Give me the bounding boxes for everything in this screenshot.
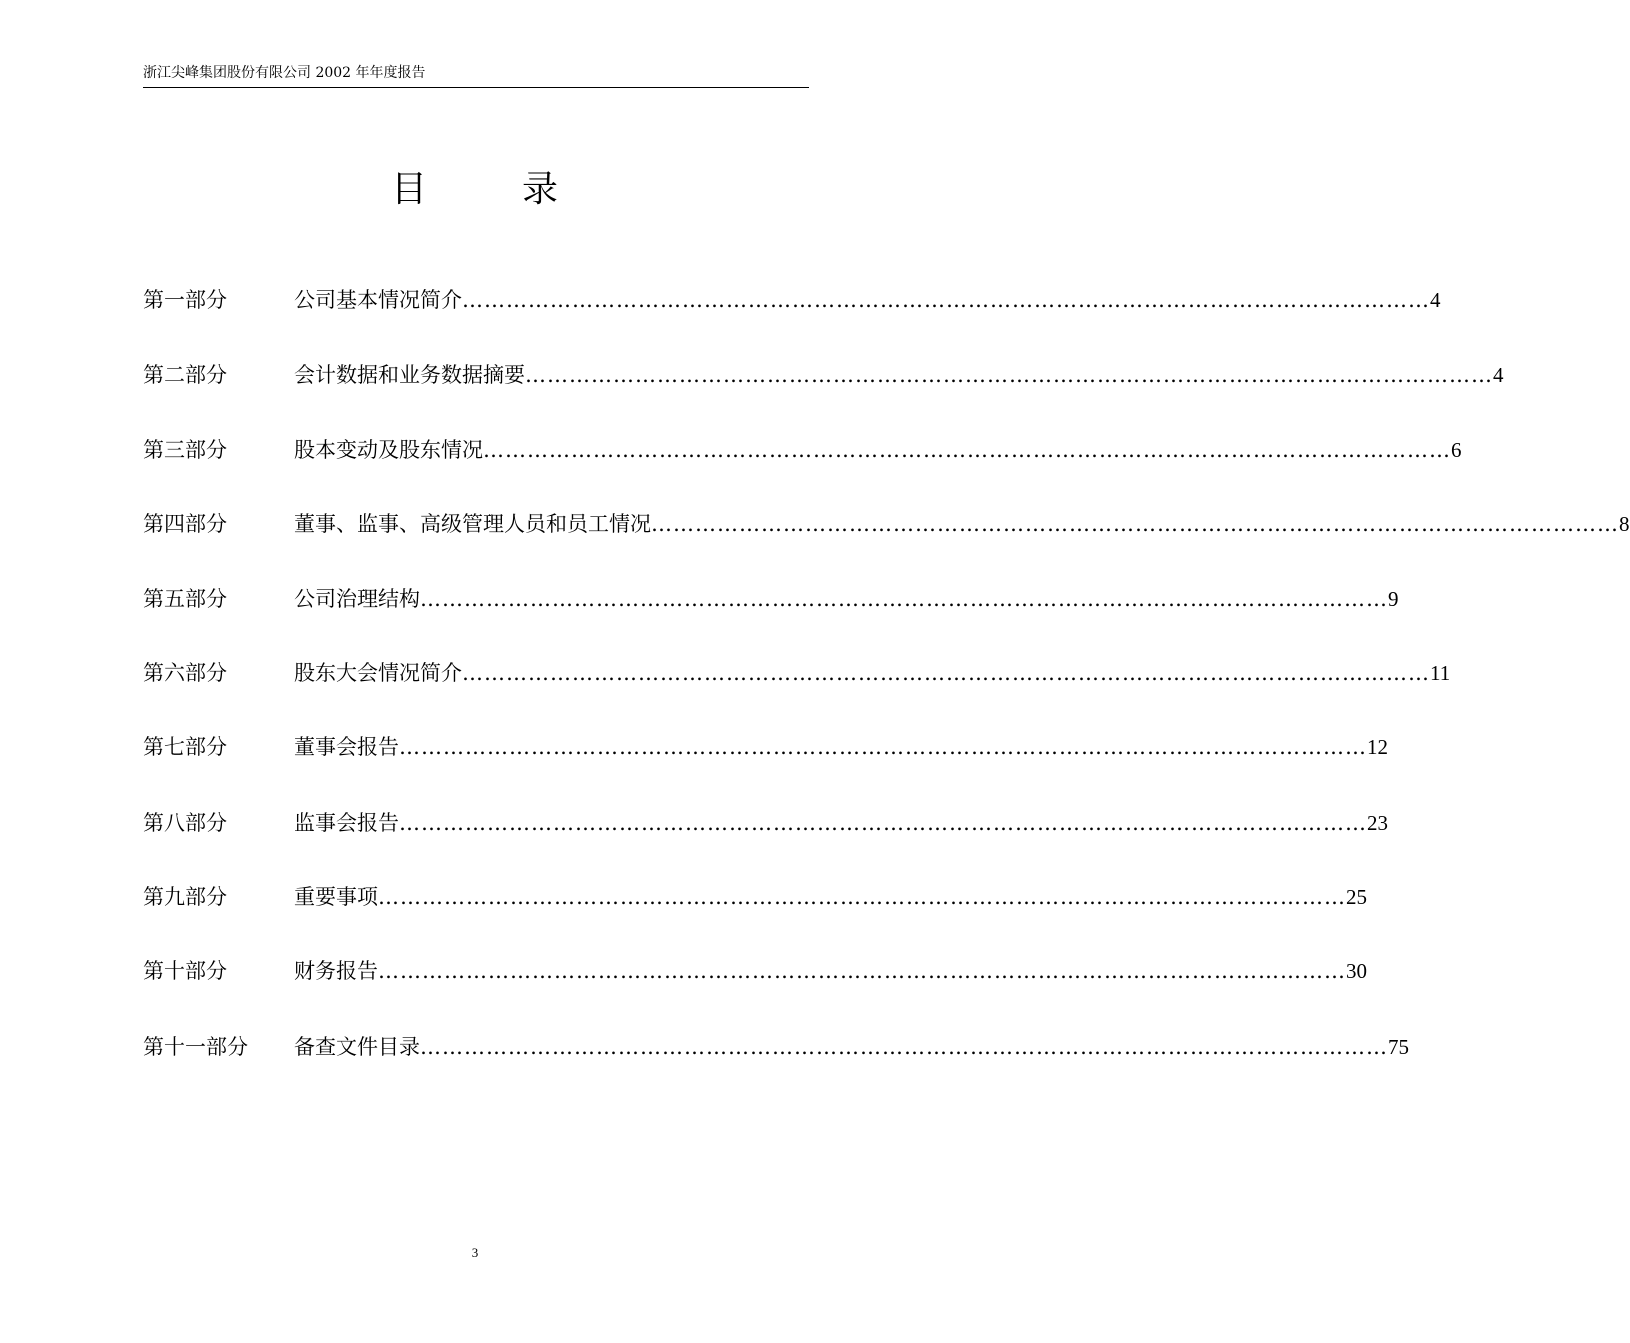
toc-title: 公司治理结构 [294,587,420,611]
toc-title: 股东大会情况简介 [294,661,462,685]
toc-page-number: 4 [1430,288,1441,312]
toc-part-label: 第八部分 [143,811,227,835]
toc-part-label: 第四部分 [143,512,227,536]
toc-part-label: 第六部分 [143,661,227,685]
toc-part-label: 第十一部分 [143,1035,248,1059]
page-number: 3 [471,1245,479,1260]
title-char-1: 目 [391,169,428,210]
toc-leader: …………………………………………………………………………………………………………………… [378,885,1346,909]
toc-page-number: 12 [1367,735,1388,759]
toc-leader: …………………………………………………………………………………………………………………… [462,661,1430,685]
toc-title: 会计数据和业务数据摘要 [294,363,525,387]
toc-leader: …………………………………………………………………………………………………………………… [483,438,1451,462]
toc-title: 股本变动及股东情况 [294,438,483,462]
toc-part-label: 第一部分 [143,288,227,312]
toc-page-number: 25 [1346,885,1367,909]
toc-page-number: 4 [1493,363,1504,387]
toc-part-label: 第十部分 [143,959,227,983]
toc-page-number: 11 [1430,661,1451,685]
title-char-2: 录 [522,169,559,210]
toc-page-number: 75 [1388,1035,1409,1059]
toc-page-number: 8 [1619,512,1630,536]
toc-part-label: 第九部分 [143,885,227,909]
toc-title: 备查文件目录 [294,1035,420,1059]
toc-title: 公司基本情况简介 [294,288,462,312]
toc-item[interactable] [143,881,1367,913]
toc-item[interactable] [143,657,1451,689]
toc-leader: …………………………………………………………………………………………………………………… [420,587,1388,611]
toc-item[interactable] [143,955,1367,987]
toc-leader: …………………………………………………………………………………………………………………… [399,811,1367,835]
toc-title: 董事、监事、高级管理人员和员工情况 [294,512,651,536]
toc-page-number: 30 [1346,959,1367,983]
toc-page-number: 23 [1367,811,1388,835]
toc-item[interactable] [143,508,1630,540]
toc-item[interactable] [143,284,1441,316]
toc-leader: …………………………………………………………………………………………………………………… [420,1035,1388,1059]
toc-item[interactable] [143,359,1504,391]
toc-leader: …………………………………………………………………………………………………………………… [378,959,1346,983]
toc-leader: …………………………………………………………………………………………………………………… [399,735,1367,759]
toc-title: 监事会报告 [294,811,399,835]
toc-part-label: 第二部分 [143,363,227,387]
toc-item[interactable] [143,807,1388,839]
toc-title: 董事会报告 [294,735,399,759]
toc-page-number: 6 [1451,438,1462,462]
toc-page-number: 9 [1388,587,1399,611]
toc-item[interactable] [143,1031,1409,1063]
toc-item[interactable] [143,731,1388,763]
toc-title: 重要事项 [294,885,378,909]
toc-leader: …………………………………………………………………………………………………………………… [525,363,1493,387]
toc-part-label: 第七部分 [143,735,227,759]
toc-leader: …………………………………………………………………………………………………………………… [651,512,1619,536]
toc-item[interactable] [143,434,1462,466]
toc-title: 财务报告 [294,959,378,983]
toc-part-label: 第三部分 [143,438,227,462]
toc-item[interactable] [143,583,1399,615]
toc-leader: …………………………………………………………………………………………………………………… [462,288,1430,312]
running-header: 浙江尖峰集团股份有限公司 2002 年年度报告 [143,65,426,81]
toc-part-label: 第五部分 [143,587,227,611]
